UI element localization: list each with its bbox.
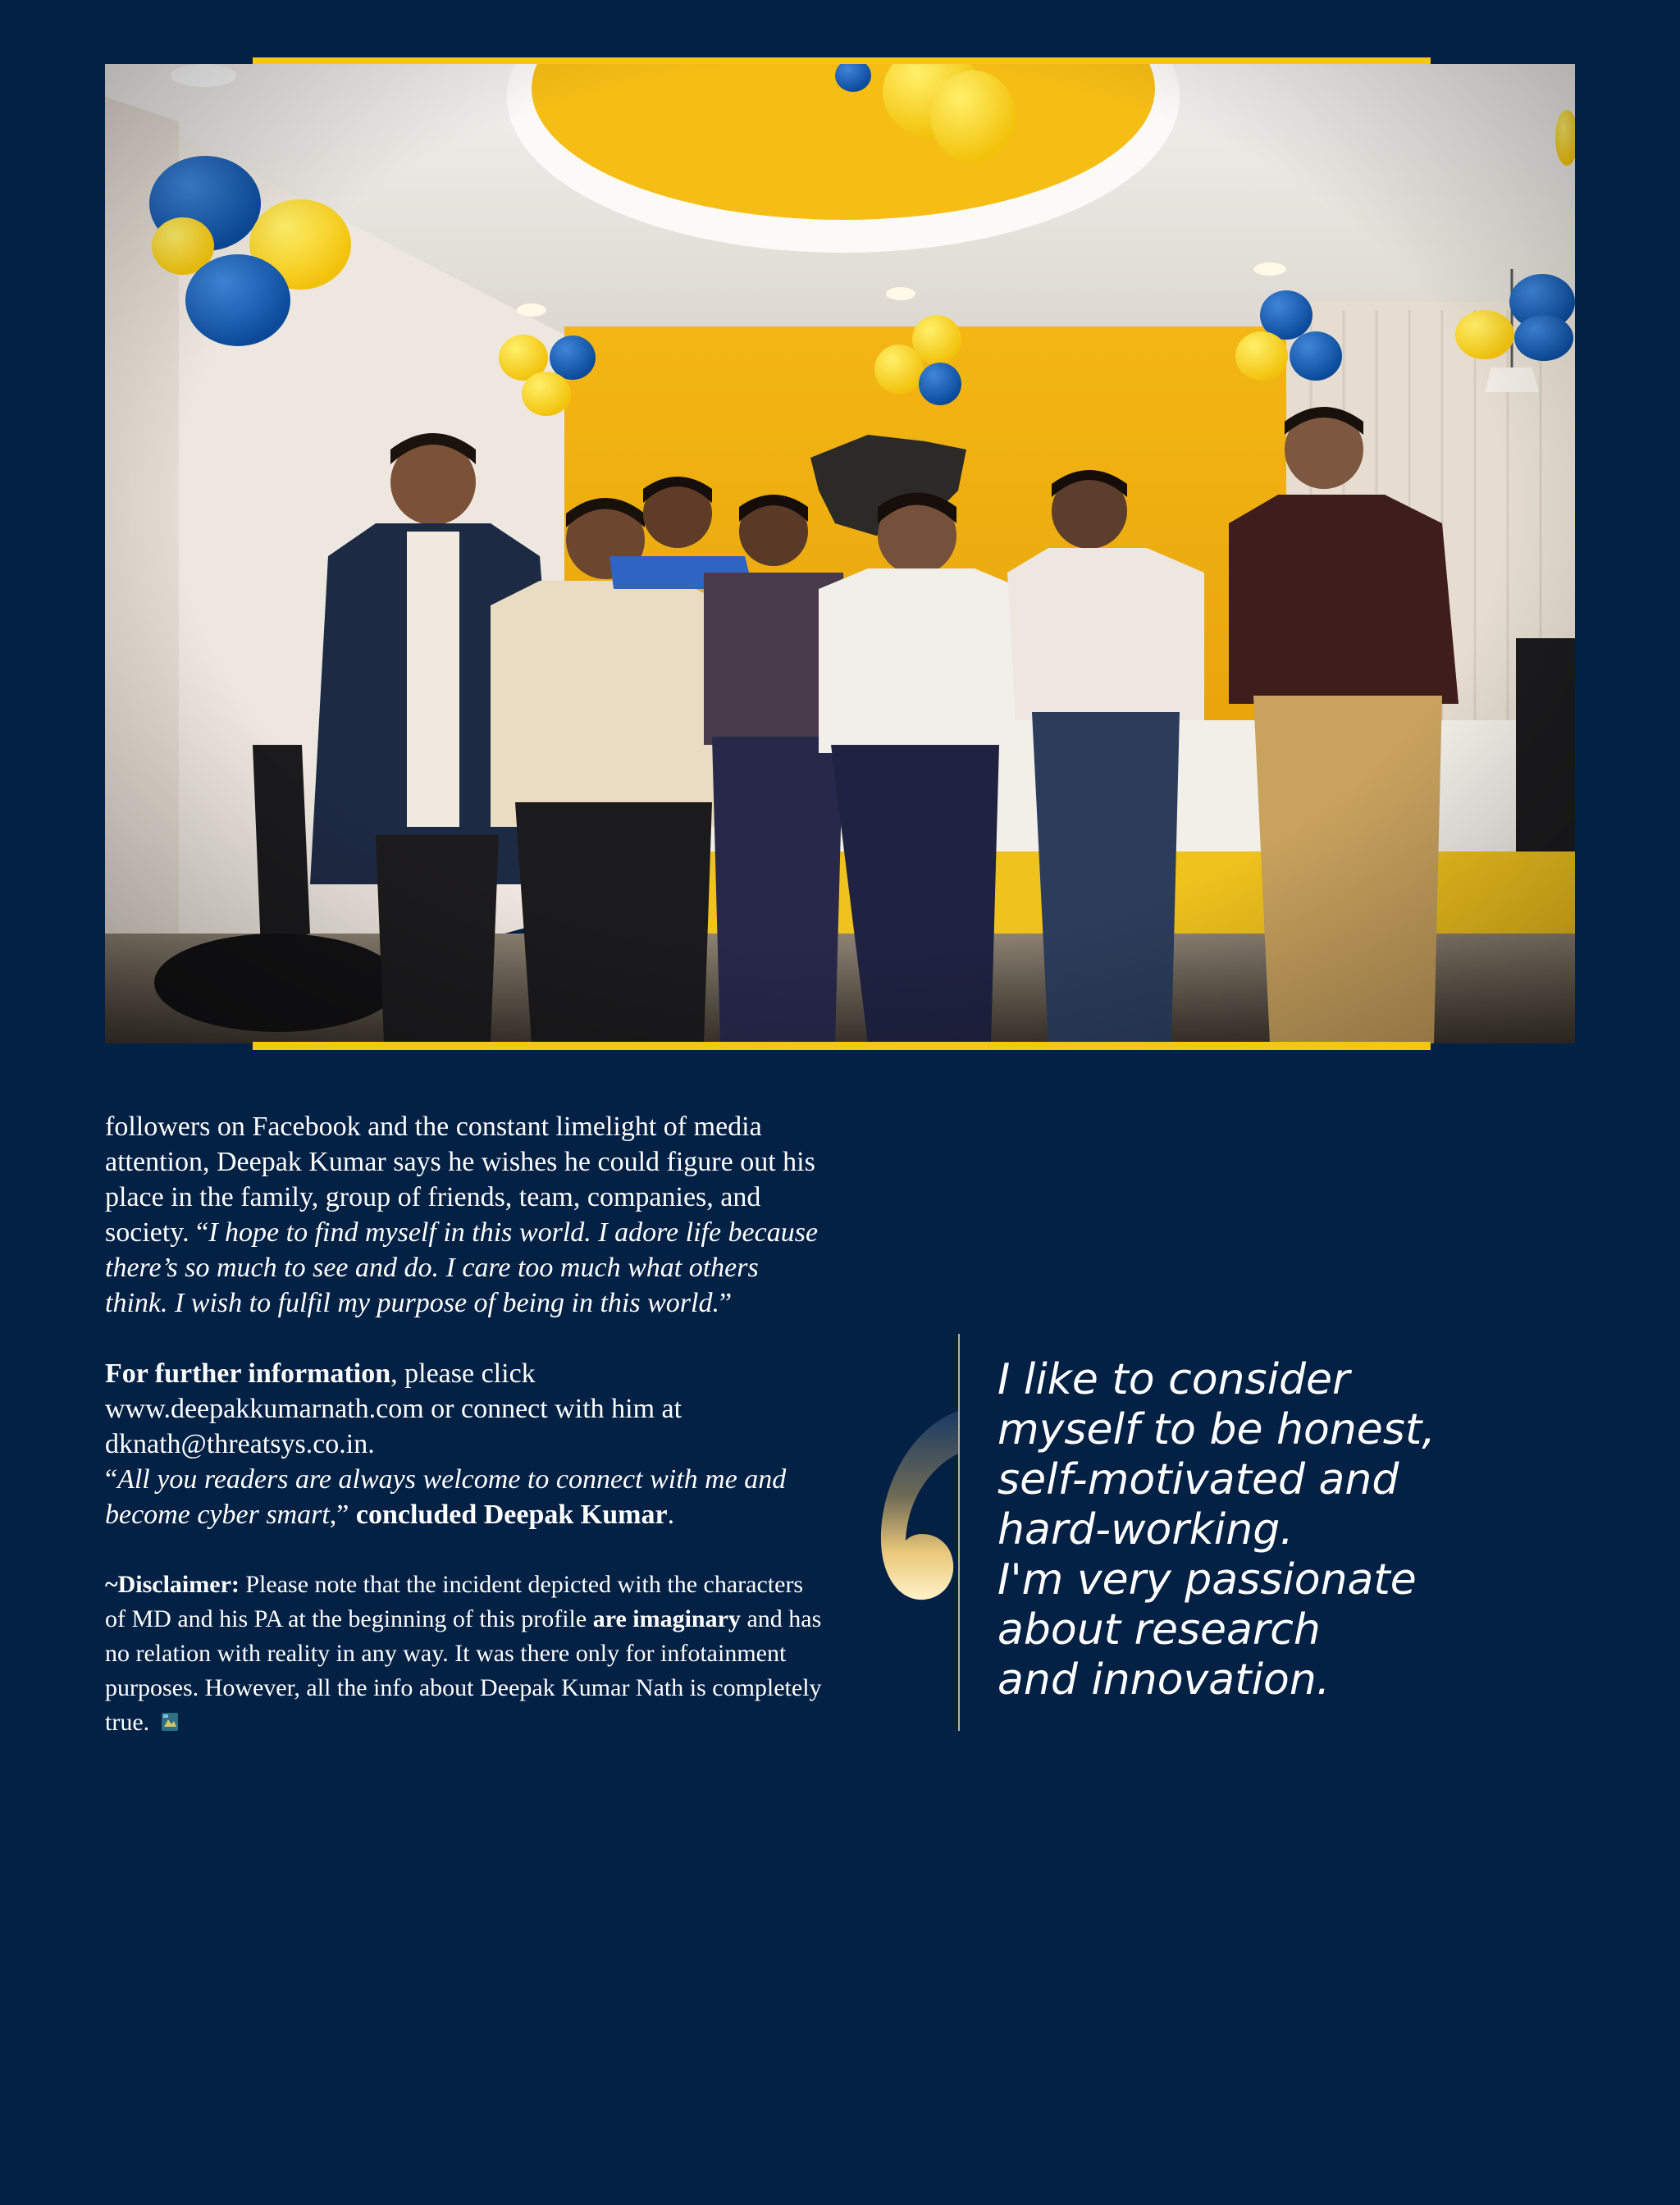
paragraph-spacer [105,1321,827,1356]
opening-quote-icon [863,1395,961,1608]
intro-text: followers on Facebook and the constant limelight of media attention, Deepak Kumar says he wishes he could figure out his place in the family, group of friends, team, companies, and society. “ [105,1112,815,1248]
disclaimer-text-1: Please note that the incident depicted with the characters of MD and his PA at the beginning of this profile [105,1571,804,1632]
pull-quote-line: about research [998,1605,1321,1655]
pull-quote-line: myself to be honest, [998,1405,1436,1454]
disclaimer-text-2: and has no relation with reality in any way. It was there only for infotainment purposes. However, all the info about Deepak Kumar Nath is completely true. [105,1605,822,1736]
info-text: , please click www.deepakkumarnath.com or connect with him at dknath@threatsys.co.in. [105,1358,682,1459]
photo-bottom-accent-bar [253,1042,1431,1050]
article-paragraph-intro [105,1109,827,1321]
group-photo [105,64,1575,1043]
pull-quote-line: I'm very passionate [998,1555,1417,1605]
pull-quote-line: I like to consider [998,1355,1350,1404]
intro-quote-close: ” [719,1288,733,1318]
pull-quote-line: hard-working. [998,1505,1294,1554]
pull-quote-line: and innovation. [998,1655,1331,1705]
info-label: For further information [105,1358,391,1389]
pull-quote [998,1355,1506,1705]
disclaimer-paragraph [105,1568,827,1740]
paragraph-spacer [105,1532,827,1568]
readers-quote: All you readers are always welcome to connect with me and become cyber smart [105,1464,787,1530]
concluded-attribution: concluded Deepak Kumar [355,1500,668,1530]
featured-photo-frame [105,57,1575,1050]
closing-period: . [667,1500,675,1530]
disclaimer-bold: are imaginary [592,1605,741,1632]
pull-quote-divider [958,1334,960,1731]
document-icon [161,1707,179,1727]
disclaimer-label: ~Disclaimer: [105,1571,240,1598]
article-body [105,1109,827,1740]
pull-quote-line: self-motivated and [998,1455,1399,1504]
readers-close-quote: ,” [329,1500,356,1530]
readers-open-quote: “ [105,1464,118,1495]
article-paragraph-contact [105,1356,827,1532]
intro-quote: I hope to find myself in this world. I adore life because there’s so much to see and do. I care too much what others think. I wish to fulfil my purpose of being in this world. [105,1217,819,1318]
